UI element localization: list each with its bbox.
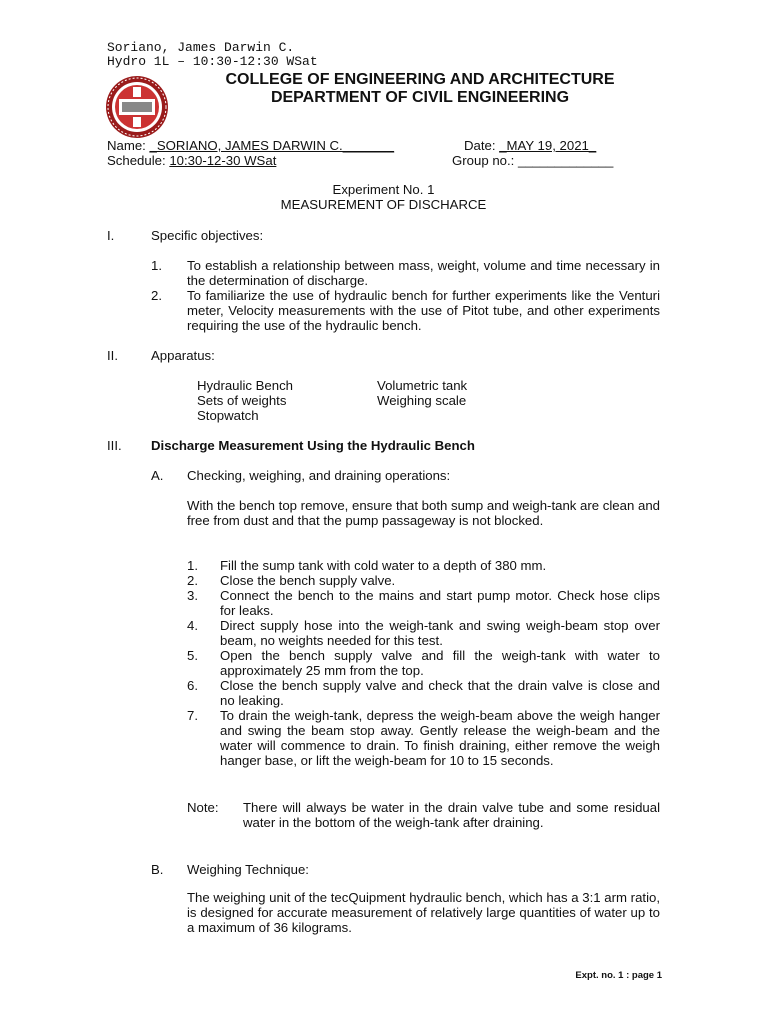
objective-1-num: 1.: [151, 258, 162, 273]
note-text: There will always be water in the drain valve tube and some residual water in the bottom of the weigh-tank after draining.: [243, 800, 660, 830]
subsection-b-text: The weighing unit of the tecQuipment hydraulic bench, which has a 3:1 arm ratio, is designed for accurate measurement of relatively large quantities of water up to a maximum of 36 kilograms.: [187, 890, 660, 935]
author-class-line: Hydro 1L – 10:30-12:30 WSat: [107, 54, 318, 69]
date-label: Date:: [464, 138, 496, 153]
step-text: Close the bench supply valve.: [220, 573, 396, 588]
apparatus-item: Volumetric tank: [377, 378, 468, 393]
subsection-b-letter: B.: [151, 862, 164, 877]
step-text: Direct supply hose into the weigh-tank and swing weigh-beam stop over beam, no weights needed for this test.: [220, 618, 660, 648]
section-2-numeral: II.: [107, 348, 118, 363]
objective-2-num: 2.: [151, 288, 162, 303]
group-label: Group no.:: [452, 153, 515, 168]
date-value: _MAY 19, 2021_: [499, 138, 597, 153]
section-3-heading: Discharge Measurement Using the Hydraulic Bench: [151, 438, 475, 453]
section-1-heading: Specific objectives:: [151, 228, 264, 243]
objective-1-text: To establish a relationship between mass, weight, volume and time necessary in the determination of discharge.: [187, 258, 660, 288]
college-title: COLLEGE OF ENGINEERING AND ARCHITECTURE: [225, 71, 615, 88]
apparatus-item: Stopwatch: [197, 408, 259, 423]
step-num: 4.: [187, 618, 198, 633]
section-3-numeral: III.: [107, 438, 122, 453]
step-num: 3.: [187, 588, 198, 603]
step-text: Close the bench supply valve and check that the drain valve is close and no leaking.: [220, 678, 660, 708]
author-name-line: Soriano, James Darwin C.: [107, 40, 295, 55]
step-text: Connect the bench to the mains and start pump motor. Check hose clips for leaks.: [220, 588, 660, 618]
subsection-a-letter: A.: [151, 468, 164, 483]
section-1-numeral: I.: [107, 228, 115, 243]
name-label: Name:: [107, 138, 146, 153]
department-title: DEPARTMENT OF CIVIL ENGINEERING: [270, 89, 570, 106]
step-text: Fill the sump tank with cold water to a depth of 380 mm.: [220, 558, 547, 573]
step-text: Open the bench supply valve and fill the weigh-tank with water to approximately 25 mm from the top.: [220, 648, 660, 678]
step-num: 5.: [187, 648, 198, 663]
college-seal-logo: [105, 75, 169, 139]
page-footer: Expt. no. 1 : page 1: [575, 970, 662, 981]
step-num: 6.: [187, 678, 198, 693]
group-value: _____________: [517, 153, 614, 168]
step-text: To drain the weigh-tank, depress the weigh-beam above the weigh hanger and swing the beam stop away. Gently release the weigh-beam and the water will commence to drain. To finish draining, either remove the weigh hanger base, or lift the weigh-beam for 10 to 15 seconds.: [220, 708, 660, 768]
name-value: _SORIANO, JAMES DARWIN C._______: [149, 138, 395, 153]
apparatus-item: Sets of weights: [197, 393, 287, 408]
schedule-label: Schedule:: [107, 153, 166, 168]
apparatus-item: Hydraulic Bench: [197, 378, 294, 393]
step-num: 1.: [187, 558, 198, 573]
step-num: 7.: [187, 708, 198, 723]
experiment-number: Experiment No. 1: [332, 182, 435, 197]
step-num: 2.: [187, 573, 198, 588]
subsection-a-intro: With the bench top remove, ensure that both sump and weigh-tank are clean and free from dust and that the pump passageway is not blocked.: [187, 498, 660, 528]
schedule-value: 10:30-12-30 WSat: [169, 153, 277, 168]
section-2-heading: Apparatus:: [151, 348, 215, 363]
apparatus-item: Weighing scale: [377, 393, 467, 408]
note-label: Note:: [187, 800, 219, 815]
subsection-b-heading: Weighing Technique:: [187, 862, 309, 877]
subsection-a-heading: Checking, weighing, and draining operations:: [187, 468, 451, 483]
objective-2-text: To familiarize the use of hydraulic bench for further experiments like the Venturi meter, Velocity measurements with the use of Pitot tube, and other experiments requiring the use of the hydraulic bench.: [187, 288, 660, 333]
experiment-title: MEASUREMENT OF DISCHARCE: [280, 197, 487, 212]
